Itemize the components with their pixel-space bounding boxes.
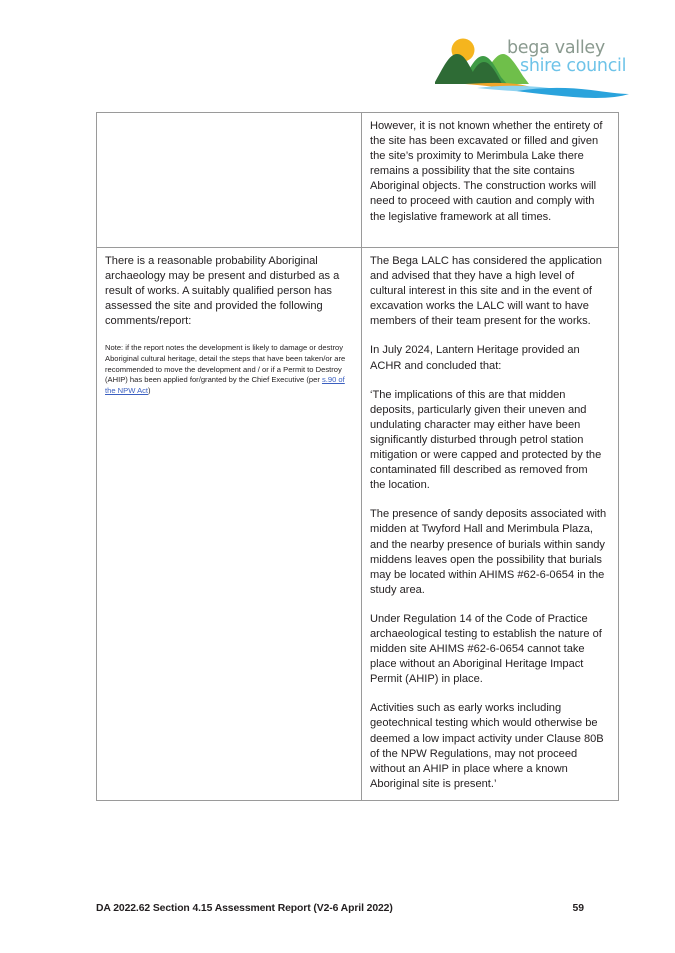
- logo-line-two: shire council: [520, 55, 627, 76]
- table-cell-criteria: [97, 248, 362, 801]
- table-cell-comment: [362, 248, 619, 801]
- note-text-after-link: ): [148, 385, 151, 395]
- paragraph: ‘The implications of this are that midden deposits, particularly given their uneven and undulating character may either have been significantly disturbed through petrol station mitigation or were capped and protected by the contaminated fill described as removed from the location.: [370, 388, 602, 492]
- assessment-table: [96, 112, 619, 801]
- logo-line-one: bega valley: [507, 38, 605, 58]
- table-cell-comment-continued: [362, 113, 619, 248]
- paragraph: Activities such as early works including geotechnical testing which would otherwise be deemed a low impact activity under Clause 80B of the NPW Regulations, may not proceed without an AHIP in place where a known Aboriginal site is present.’: [370, 702, 604, 790]
- footer-page-number: 59: [572, 903, 584, 914]
- paragraph: In July 2024, Lantern Heritage provided an ACHR and concluded that:: [370, 344, 580, 372]
- page-footer: [96, 903, 584, 914]
- paragraph: The Bega LALC has considered the application and advised that they have a high level of cultural interest in this site and in the event of excavation works the LALC will want to have members of their team present for the works.: [370, 255, 602, 328]
- paragraph: The presence of sandy deposits associated with midden at Twyford Hall and Merimbula Plaza, and the nearby presence of burials within sandy middens leaves open the possibility that burials may be located within AHIMS #62-6-0654 in the study area.: [370, 508, 607, 596]
- note-text-before-link: Note: if the report notes the development is likely to damage or destroy Aboriginal cultural heritage, detail the steps that have been taken/or are recommended to move the development and / or if a Permit to Destroy (AHIP) has been applied for/granted by the Chief Executive (per: [105, 343, 346, 385]
- table-cell-criteria-empty: [97, 113, 362, 248]
- npw-act-link[interactable]: s.90 of the NPW Act: [105, 375, 345, 395]
- paragraph: Under Regulation 14 of the Code of Practice archaeological testing to establish the nature of midden site AHIMS #62-6-0654 cannot take place without an Aboriginal Heritage Impact Permit (AHIP) in place.: [370, 612, 602, 686]
- logo-wordmark: [507, 40, 626, 76]
- criteria-note: [105, 343, 353, 396]
- paragraph: There is a reasonable probability Aboriginal archaeology may be present and disturbed as a result of works. A suitably qualified person has assessed the site and provided the following comments/report:: [105, 255, 340, 328]
- page-header: [0, 28, 675, 108]
- paragraph: However, it is not known whether the entirety of the site has been excavated or filled and given the site’s proximity to Merimbula Lake there remains a possibility that the site contains Aboriginal objects. The construction works will need to proceed with caution and comply with the legislative framework at all times.: [370, 120, 603, 223]
- footer-document-reference: DA 2022.62 Section 4.15 Assessment Report (V2-6 April 2022): [96, 903, 393, 914]
- council-logo: [433, 32, 633, 102]
- table-row: [97, 248, 619, 801]
- table-row: [97, 113, 619, 248]
